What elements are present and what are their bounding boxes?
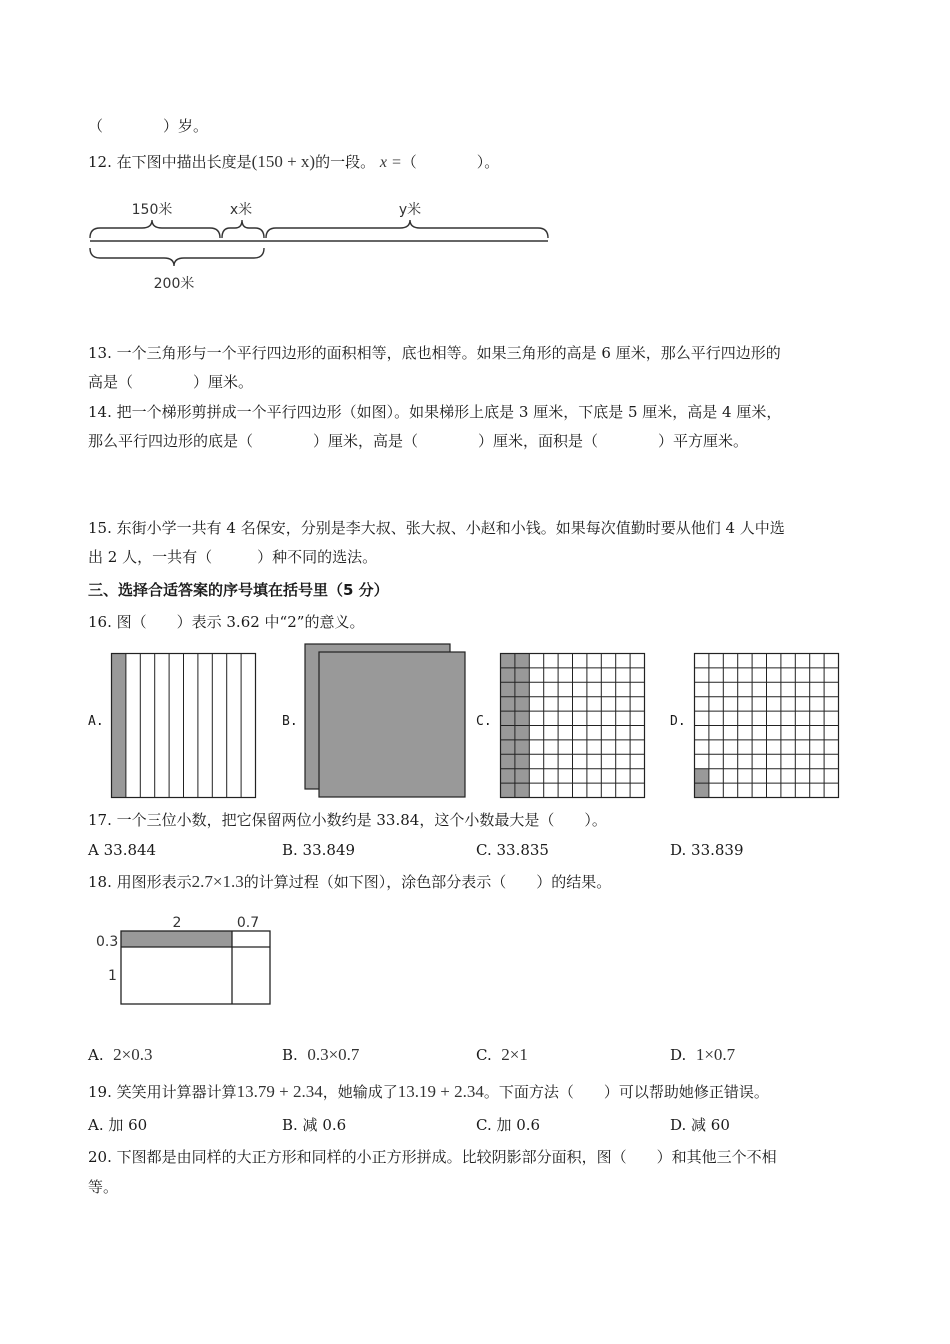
q18-text-a: 18. 用图形表示 — [88, 873, 192, 891]
figure-b-front-square — [319, 652, 465, 797]
label-150: 150米 — [131, 202, 173, 218]
q17-option-b[interactable]: B. 33.849 — [282, 841, 356, 859]
q19-text-c: 。下面方法（ ）可以帮助她修正错误。 — [483, 1083, 769, 1101]
section-3-heading: 三、选择合适答案的序号填在括号里（5 分） — [88, 581, 389, 599]
q19-text-a: 19. 笑笑用计算器计算 — [88, 1083, 237, 1101]
q16-label-b: B. — [282, 714, 298, 729]
q19-option-c[interactable]: C. 加 0.6 — [476, 1116, 541, 1134]
q12-text-b: 的一段。 — [315, 153, 376, 171]
q12-x-variable: x = — [379, 154, 402, 171]
q19-option-a[interactable]: A. 加 60 — [88, 1116, 148, 1134]
q16-label-c: C. — [476, 714, 492, 729]
figure-a-shaded-strip — [112, 654, 126, 798]
q14-line2: 那么平行四边形的底是（ ）厘米，高是（ ）厘米，面积是（ ）平方厘米。 — [88, 432, 749, 450]
q16-question: 16. 图（ ）表示 3.62 中“2”的意义。 — [88, 613, 365, 631]
q19-option-d[interactable]: D. 减 60 — [670, 1116, 730, 1134]
q16-figure-b — [304, 643, 466, 798]
q17-option-d[interactable]: D. 33.839 — [670, 841, 744, 859]
q18-option-b[interactable]: B. 0.3×0.7 — [282, 1045, 360, 1064]
q19-expression-1: 13.79 + 2.34 — [236, 1082, 323, 1101]
q13-line2: 高是（ ）厘米。 — [88, 373, 254, 391]
q18-area-diagram — [90, 910, 280, 1010]
q16-figure-d — [694, 653, 839, 798]
q12-question — [88, 152, 499, 173]
q17-option-c[interactable]: C. 33.835 — [476, 841, 549, 859]
q18-shaded-region — [121, 931, 232, 947]
q20-line1: 20. 下图都是由同样的大正方形和同样的小正方形拼成。比较阴影部分面积，图（ ）和其他三个不相 — [88, 1148, 777, 1166]
q14-line1: 14. 把一个梯形剪拼成一个平行四边形（如图）。如果梯形上底是 3 厘米，下底是 5 厘米，高是 4 厘米， — [88, 403, 782, 421]
q18-option-c[interactable]: C. 2×1 — [476, 1045, 528, 1064]
q18-label-0-3: 0.3 — [96, 934, 119, 950]
q18-text-b: 的计算过程（如下图），涂色部分表示（ ）的结果。 — [243, 873, 612, 891]
q16-label-a: A. — [88, 714, 104, 729]
q12-expression: (150 + x) — [251, 152, 316, 171]
q16-figure-a — [111, 653, 256, 798]
q18-question — [88, 872, 611, 892]
q18-label-1: 1 — [108, 968, 117, 984]
q18-option-a[interactable]: A. 2×0.3 — [88, 1045, 153, 1064]
q18-option-d[interactable]: D. 1×0.7 — [670, 1045, 736, 1064]
q19-text-b: ，她输成了 — [322, 1083, 398, 1101]
q20-line2: 等。 — [88, 1178, 119, 1196]
q19-question — [88, 1082, 769, 1102]
label-200: 200米 — [153, 276, 195, 292]
q18-expression: 2.7×1.3 — [191, 872, 244, 891]
q18-label-2: 2 — [172, 915, 182, 931]
label-y: y米 — [398, 202, 422, 218]
q13-line1: 13. 一个三角形与一个平行四边形的面积相等，底也相等。如果三角形的高是 6 厘米，那么平行四边形的 — [88, 344, 781, 362]
q11-tail: （ ）岁。 — [88, 117, 209, 135]
q12-text-a: 在下图中描出长度是 — [116, 153, 252, 171]
q17-question: 17. 一个三位小数，把它保留两位小数约是 33.84，这个小数最大是（ ）。 — [88, 811, 607, 829]
q15-line1: 15. 东街小学一共有 4 名保安，分别是李大叔、张大叔、小赵和小钱。如果每次值勤时要从他们 4 人中选 — [88, 519, 785, 537]
q16-figure-c — [500, 653, 645, 798]
q12-blank: （ ）。 — [401, 153, 500, 171]
q15-line2: 出 2 人，一共有（ ）种不同的选法。 — [88, 548, 378, 566]
q19-option-b[interactable]: B. 减 0.6 — [282, 1116, 347, 1134]
q17-option-a[interactable]: A 33.844 — [88, 841, 157, 859]
label-x: x米 — [229, 202, 253, 218]
q12-number: 12. — [88, 153, 112, 171]
q19-expression-2: 13.19 + 2.34 — [397, 1082, 484, 1101]
q16-label-d: D. — [670, 714, 686, 729]
q18-label-0-7: 0.7 — [236, 915, 260, 931]
q12-segment-diagram — [80, 190, 560, 300]
